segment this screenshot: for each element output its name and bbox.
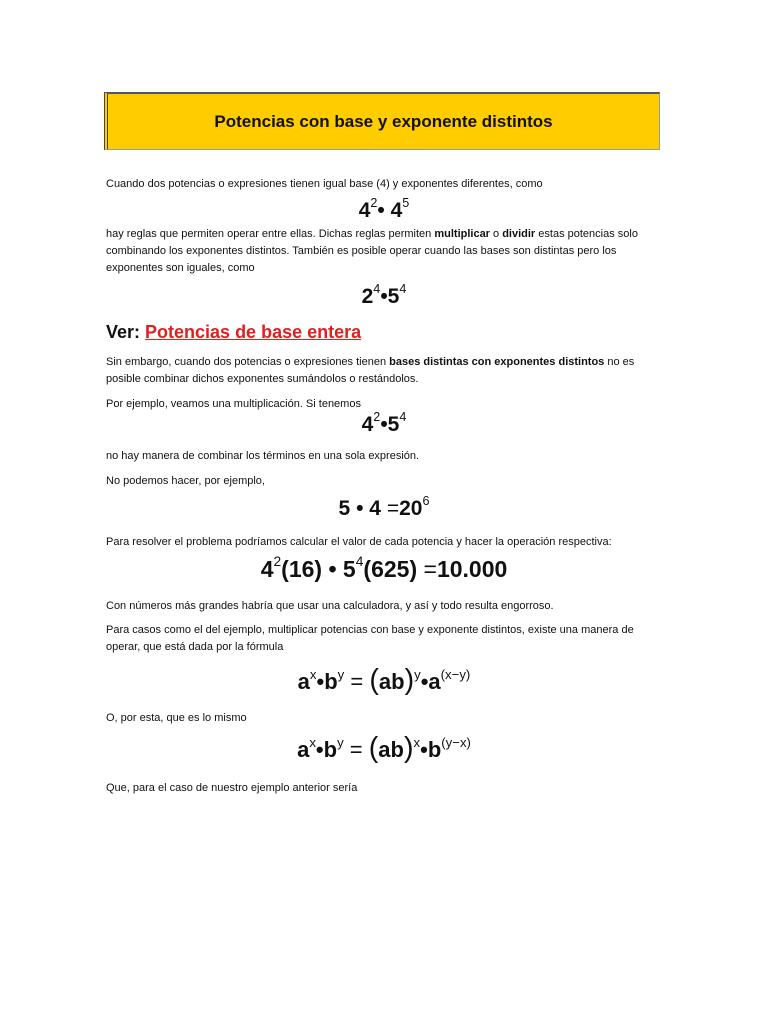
paragraph-cannot: No podemos hacer, por ejemplo, bbox=[106, 475, 265, 487]
math-expression-4: 5 • $4 =20^6$ bbox=[338, 494, 430, 520]
page-title: Potencias con base y exponente distintos bbox=[214, 111, 553, 131]
math-expression-1: $4^2•$ $4^5$ bbox=[358, 196, 410, 222]
title-banner bbox=[104, 92, 660, 150]
paragraph-or: O, por esta, que es lo mismo bbox=[106, 712, 247, 724]
math-expression-3: $4^2•5^4$ bbox=[361, 410, 407, 436]
paragraph-example: Por ejemplo, veamos una multiplicación. Si tenemos bbox=[106, 398, 361, 410]
formula-2: $a^x•b^y$ = $(ab)^x•b^{(y-x)}$ bbox=[297, 732, 471, 764]
paragraph-calculator: Con números más grandes habría que usar una calculadora, y así y todo resulta engorroso. bbox=[106, 600, 554, 612]
formula-1: $a^x•b^y$ = $(ab)^y•a^{(x-y)}$ bbox=[297, 664, 471, 696]
see-also-heading: Ver: Potencias de base entera bbox=[106, 322, 362, 342]
paragraph-rules: hay reglas que permiten operar entre ellas. Dichas reglas permiten multiplicar o dividir estas potencias solo combinando los exponentes distintos. También es posible operar cuando las bases son distintas pero los exponentes son iguales, como bbox=[106, 228, 638, 274]
math-expression-5: $4^2(16)$ • $5^4(625) =10.000$ bbox=[260, 554, 508, 582]
paragraph-no-combine: no hay manera de combinar los términos en una sola expresión. bbox=[106, 450, 420, 462]
paragraph-formula-intro: Para casos como el del ejemplo, multiplicar potencias con base y exponente distintos, existe una manera de operar, que está dada por la fórmula bbox=[106, 624, 634, 653]
potencias-base-entera-link[interactable]: Potencias de base entera bbox=[145, 322, 362, 342]
paragraph-solve: Para resolver el problema podríamos calcular el valor de cada potencia y hacer la operación respectiva: bbox=[106, 536, 612, 548]
paragraph-however: Sin embargo, cuando dos potencias o expresiones tienen bases distintas con exponentes distintos no es posible combinar dichos exponentes sumándolos o restándolos. bbox=[106, 356, 635, 385]
paragraph-example-result: Que, para el caso de nuestro ejemplo anterior sería bbox=[106, 782, 358, 794]
math-expression-2: $2^4•5^4$ bbox=[361, 282, 407, 308]
paragraph-intro: Cuando dos potencias o expresiones tienen igual base (4) y exponentes diferentes, como bbox=[106, 178, 543, 190]
